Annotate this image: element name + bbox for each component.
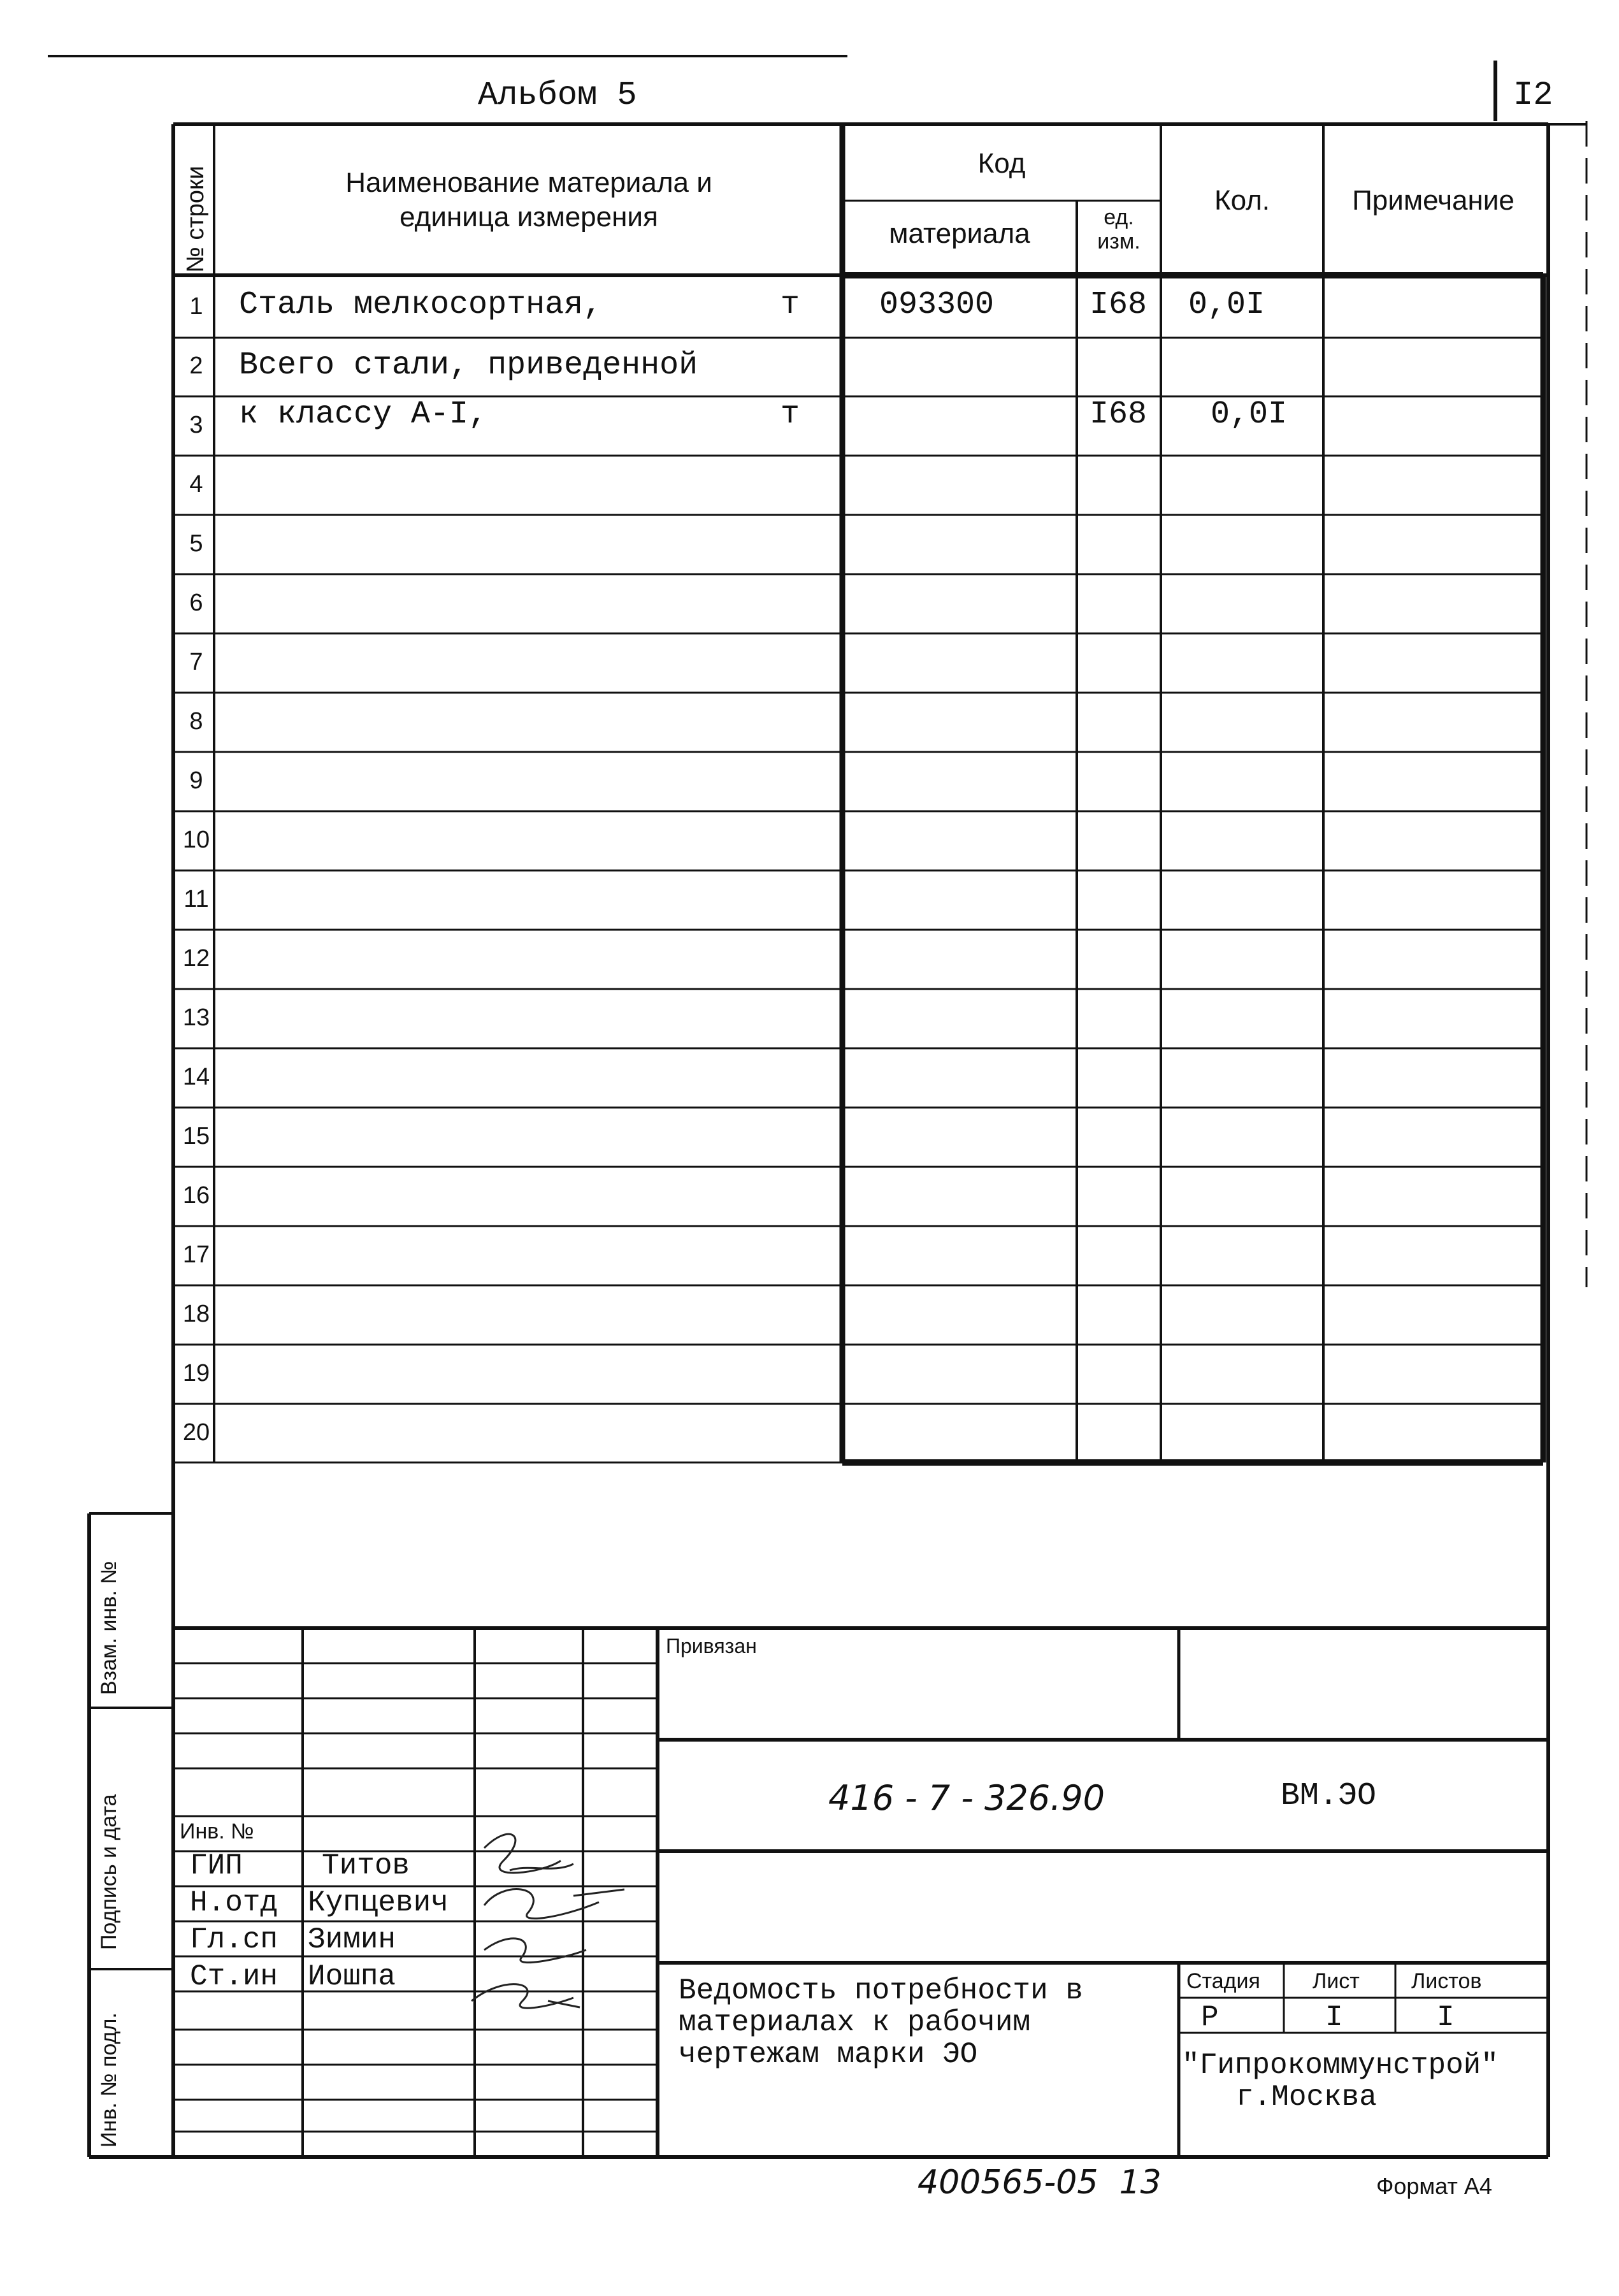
page-number: I2 bbox=[1513, 76, 1553, 114]
row-number: 2 bbox=[189, 352, 203, 379]
stage-value: Р bbox=[1201, 2001, 1219, 2034]
sheets-label: Листов bbox=[1411, 1969, 1482, 1993]
row-number: 19 bbox=[182, 1360, 210, 1387]
header-code-unit: ед. изм. bbox=[1097, 205, 1140, 254]
staff-name: Купцевич bbox=[308, 1886, 449, 1919]
row-1-qty: 0,0I bbox=[1188, 287, 1265, 323]
row-number: 10 bbox=[182, 827, 210, 853]
doc-title-line: Ведомость потребности в bbox=[679, 1974, 1083, 2007]
privyazan-label: Привязан bbox=[666, 1635, 757, 1657]
stage-label: Стадия bbox=[1186, 1969, 1260, 1993]
row-number: 12 bbox=[182, 945, 210, 972]
header-row-no: № строки bbox=[182, 166, 209, 273]
header-note: Примечание bbox=[1352, 185, 1515, 216]
row-number: 7 bbox=[189, 649, 203, 675]
header-code-material: материала bbox=[889, 218, 1030, 249]
row-number: 9 bbox=[189, 767, 203, 794]
doc-title-line: чертежам марки ЭО bbox=[679, 2038, 978, 2071]
side-label-podpis: Подпись и дата bbox=[97, 1794, 121, 1950]
sheets-value: I bbox=[1437, 2001, 1455, 2034]
staff-role: Гл.сп bbox=[190, 1923, 278, 1956]
row-2-name: Всего стали, приведенной bbox=[239, 347, 698, 384]
staff-name: Иошпа bbox=[308, 1960, 396, 1993]
row-1-unit-symbol: т bbox=[781, 287, 800, 323]
row-3-unit-code: I68 bbox=[1090, 396, 1148, 433]
side-label-inv: Инв. № подл. bbox=[97, 2012, 121, 2148]
header-name: Наименование материала и единица измерения bbox=[345, 167, 712, 233]
side-label-vzam: Взам. инв. № bbox=[97, 1561, 121, 1695]
row-number: 16 bbox=[182, 1182, 210, 1209]
row-3-name: к классу А-I, bbox=[239, 396, 488, 433]
doc-number: 416 - 7 - 326.90 bbox=[828, 1778, 1105, 1818]
staff-role: Ст.ин bbox=[190, 1960, 278, 1993]
row-number: 14 bbox=[182, 1064, 210, 1090]
row-number: 13 bbox=[182, 1004, 210, 1031]
org-city: г.Москва bbox=[1236, 2081, 1377, 2114]
row-number: 4 bbox=[189, 471, 203, 498]
row-3-unit-symbol: т bbox=[781, 396, 800, 433]
sheet-value: I bbox=[1325, 2001, 1343, 2034]
row-1-unit-code: I68 bbox=[1090, 287, 1148, 323]
doc-mark: ВМ.ЭО bbox=[1281, 1778, 1377, 1814]
staff-name: Титов bbox=[322, 1849, 410, 1882]
sheet-label: Лист bbox=[1313, 1969, 1360, 1993]
format-label: Формат А4 bbox=[1376, 2173, 1492, 2199]
inv-no-label: Инв. № bbox=[180, 1819, 254, 1844]
row-number: 1 bbox=[189, 293, 203, 320]
row-number: 20 bbox=[182, 1419, 210, 1446]
row-number: 17 bbox=[182, 1241, 210, 1268]
staff-role: ГИП bbox=[190, 1849, 243, 1882]
row-number: 8 bbox=[189, 708, 203, 735]
row-number: 18 bbox=[182, 1301, 210, 1327]
staff-role: Н.отд bbox=[190, 1886, 278, 1919]
row-3-qty: 0,0I bbox=[1211, 396, 1288, 433]
handwritten-archive-number: 400565-05 13 bbox=[917, 2163, 1162, 2202]
album-label: Альбом 5 bbox=[478, 76, 637, 114]
row-number: 5 bbox=[189, 530, 203, 557]
doc-title-line: материалах к рабочим bbox=[679, 2006, 1031, 2039]
row-number: 15 bbox=[182, 1123, 210, 1150]
staff-name: Зимин bbox=[308, 1923, 396, 1956]
row-1-name: Сталь мелкосортная, bbox=[239, 287, 603, 323]
header-code: Код bbox=[977, 148, 1026, 179]
header-qty: Кол. bbox=[1214, 185, 1270, 216]
row-number: 6 bbox=[189, 589, 203, 616]
row-number: 3 bbox=[189, 412, 203, 438]
row-1-code: 093300 bbox=[879, 287, 995, 323]
row-number: 11 bbox=[183, 886, 209, 913]
org-name: "Гипрокоммунстрой" bbox=[1182, 2049, 1499, 2082]
